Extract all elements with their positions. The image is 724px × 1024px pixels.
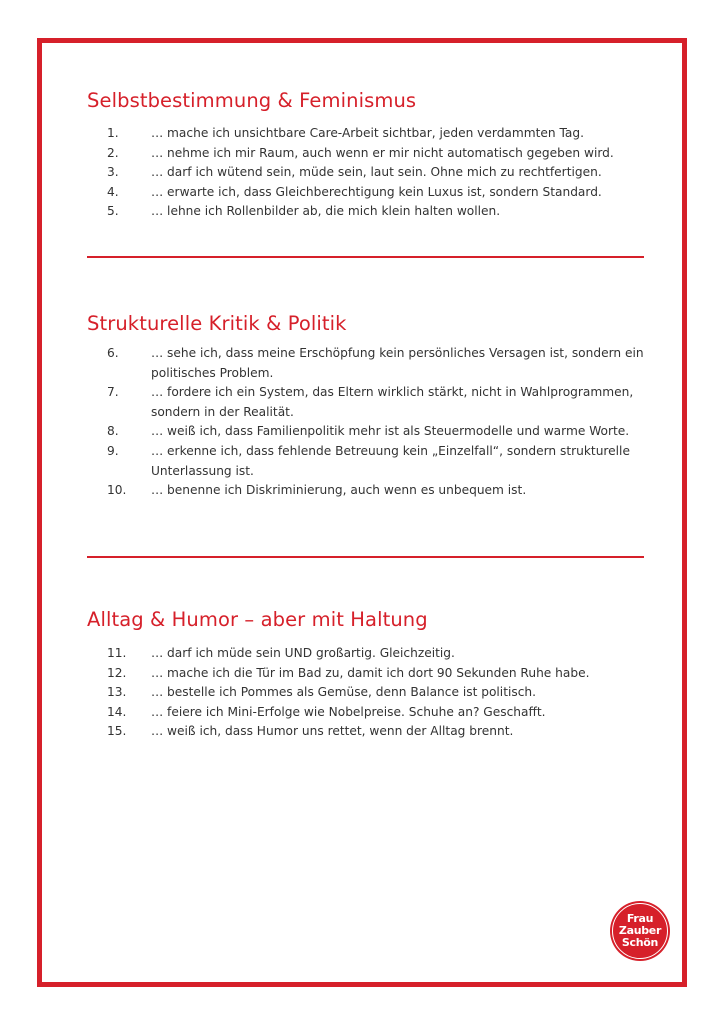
list-item: [87, 481, 657, 501]
item-number: 15.: [107, 724, 127, 739]
item-text: … darf ich müde sein UND großartig. Gleichzeitig.: [151, 646, 455, 660]
section-heading: Alltag & Humor – aber mit Haltung: [87, 608, 428, 631]
item-number: 2.: [107, 145, 119, 160]
numbered-list: [87, 124, 657, 222]
item-text: … benenne ich Diskriminierung, auch wenn es unbequem ist.: [151, 483, 527, 498]
item-text: … darf ich wütend sein, müde sein, laut sein. Ohne mich zu rechtfertigen.: [151, 165, 602, 180]
item-text: … weiß ich, dass Humor uns rettet, wenn der Alltag brennt.: [151, 724, 514, 739]
item-text: … mache ich die Tür im Bad zu, damit ich dort 90 Sekunden Ruhe habe.: [151, 665, 590, 680]
item-number: 7.: [107, 385, 119, 400]
numbered-list: [87, 344, 657, 501]
item-text: … mache ich unsichtbare Care-Arbeit sichtbar, jeden verdammten Tag.: [151, 126, 585, 140]
section-heading: Selbstbestimmung & Feminismus: [87, 89, 417, 112]
list-item: [87, 422, 657, 442]
item-text: … bestelle ich Pommes als Gemüse, denn Balance ist politisch.: [151, 685, 537, 700]
item-number: 8.: [107, 424, 119, 439]
item-text: … lehne ich Rollenbilder ab, die mich klein halten wollen.: [151, 204, 501, 219]
logo-line-2: Zauber: [618, 924, 662, 937]
list-item: [87, 683, 657, 703]
list-item: [87, 144, 657, 164]
item-number: 10.: [107, 483, 127, 498]
frau-zauber-schoen-logo: [610, 901, 670, 961]
section-heading: Strukturelle Kritik & Politik: [87, 312, 347, 335]
item-text: … erkenne ich, dass fehlende Betreuung kein „Einzelfall“, sondern strukturelle Unterlassung ist.: [151, 443, 630, 478]
item-number: 14.: [107, 704, 127, 719]
section-strukturelle-kritik: [87, 312, 657, 501]
item-number: 13.: [107, 685, 127, 700]
logo-line-3: Schön: [621, 936, 659, 949]
item-text: … weiß ich, dass Familienpolitik mehr ist als Steuermodelle und warme Worte.: [151, 424, 630, 439]
list-item: [87, 344, 657, 383]
list-item: [87, 442, 657, 481]
item-text: … feiere ich Mini-Erfolge wie Nobelpreise. Schuhe an? Geschafft.: [151, 704, 546, 719]
logo-line-1: Frau: [626, 912, 654, 925]
item-text: … fordere ich ein System, das Eltern wirklich stärkt, nicht in Wahlprogrammen, sondern in der Realität.: [151, 385, 634, 419]
item-number: 11.: [107, 646, 127, 660]
list-item: [87, 664, 657, 684]
section-divider: [87, 256, 644, 258]
logo-ring: [612, 903, 668, 959]
list-item: [87, 124, 657, 144]
item-number: 9.: [107, 443, 119, 458]
list-item: [87, 202, 657, 222]
list-item: [87, 163, 657, 183]
list-item: [87, 722, 657, 742]
list-item: [87, 644, 657, 664]
section-selbstbestimmung: [87, 89, 657, 222]
item-number: 12.: [107, 665, 127, 680]
item-number: 6.: [107, 346, 119, 360]
section-divider: [87, 556, 644, 558]
item-number: 1.: [107, 126, 119, 140]
item-number: 3.: [107, 165, 119, 180]
item-text: … sehe ich, dass meine Erschöpfung kein persönliches Versagen ist, sondern ein politisches Problem.: [151, 346, 644, 380]
list-item: [87, 703, 657, 723]
item-text: … erwarte ich, dass Gleichberechtigung kein Luxus ist, sondern Standard.: [151, 184, 602, 199]
list-item: [87, 183, 657, 203]
item-number: 4.: [107, 184, 119, 199]
item-number: 5.: [107, 204, 119, 219]
list-item: [87, 383, 657, 422]
item-text: … nehme ich mir Raum, auch wenn er mir nicht automatisch gegeben wird.: [151, 145, 614, 160]
section-alltag-humor: [87, 608, 657, 742]
numbered-list: [87, 644, 657, 742]
